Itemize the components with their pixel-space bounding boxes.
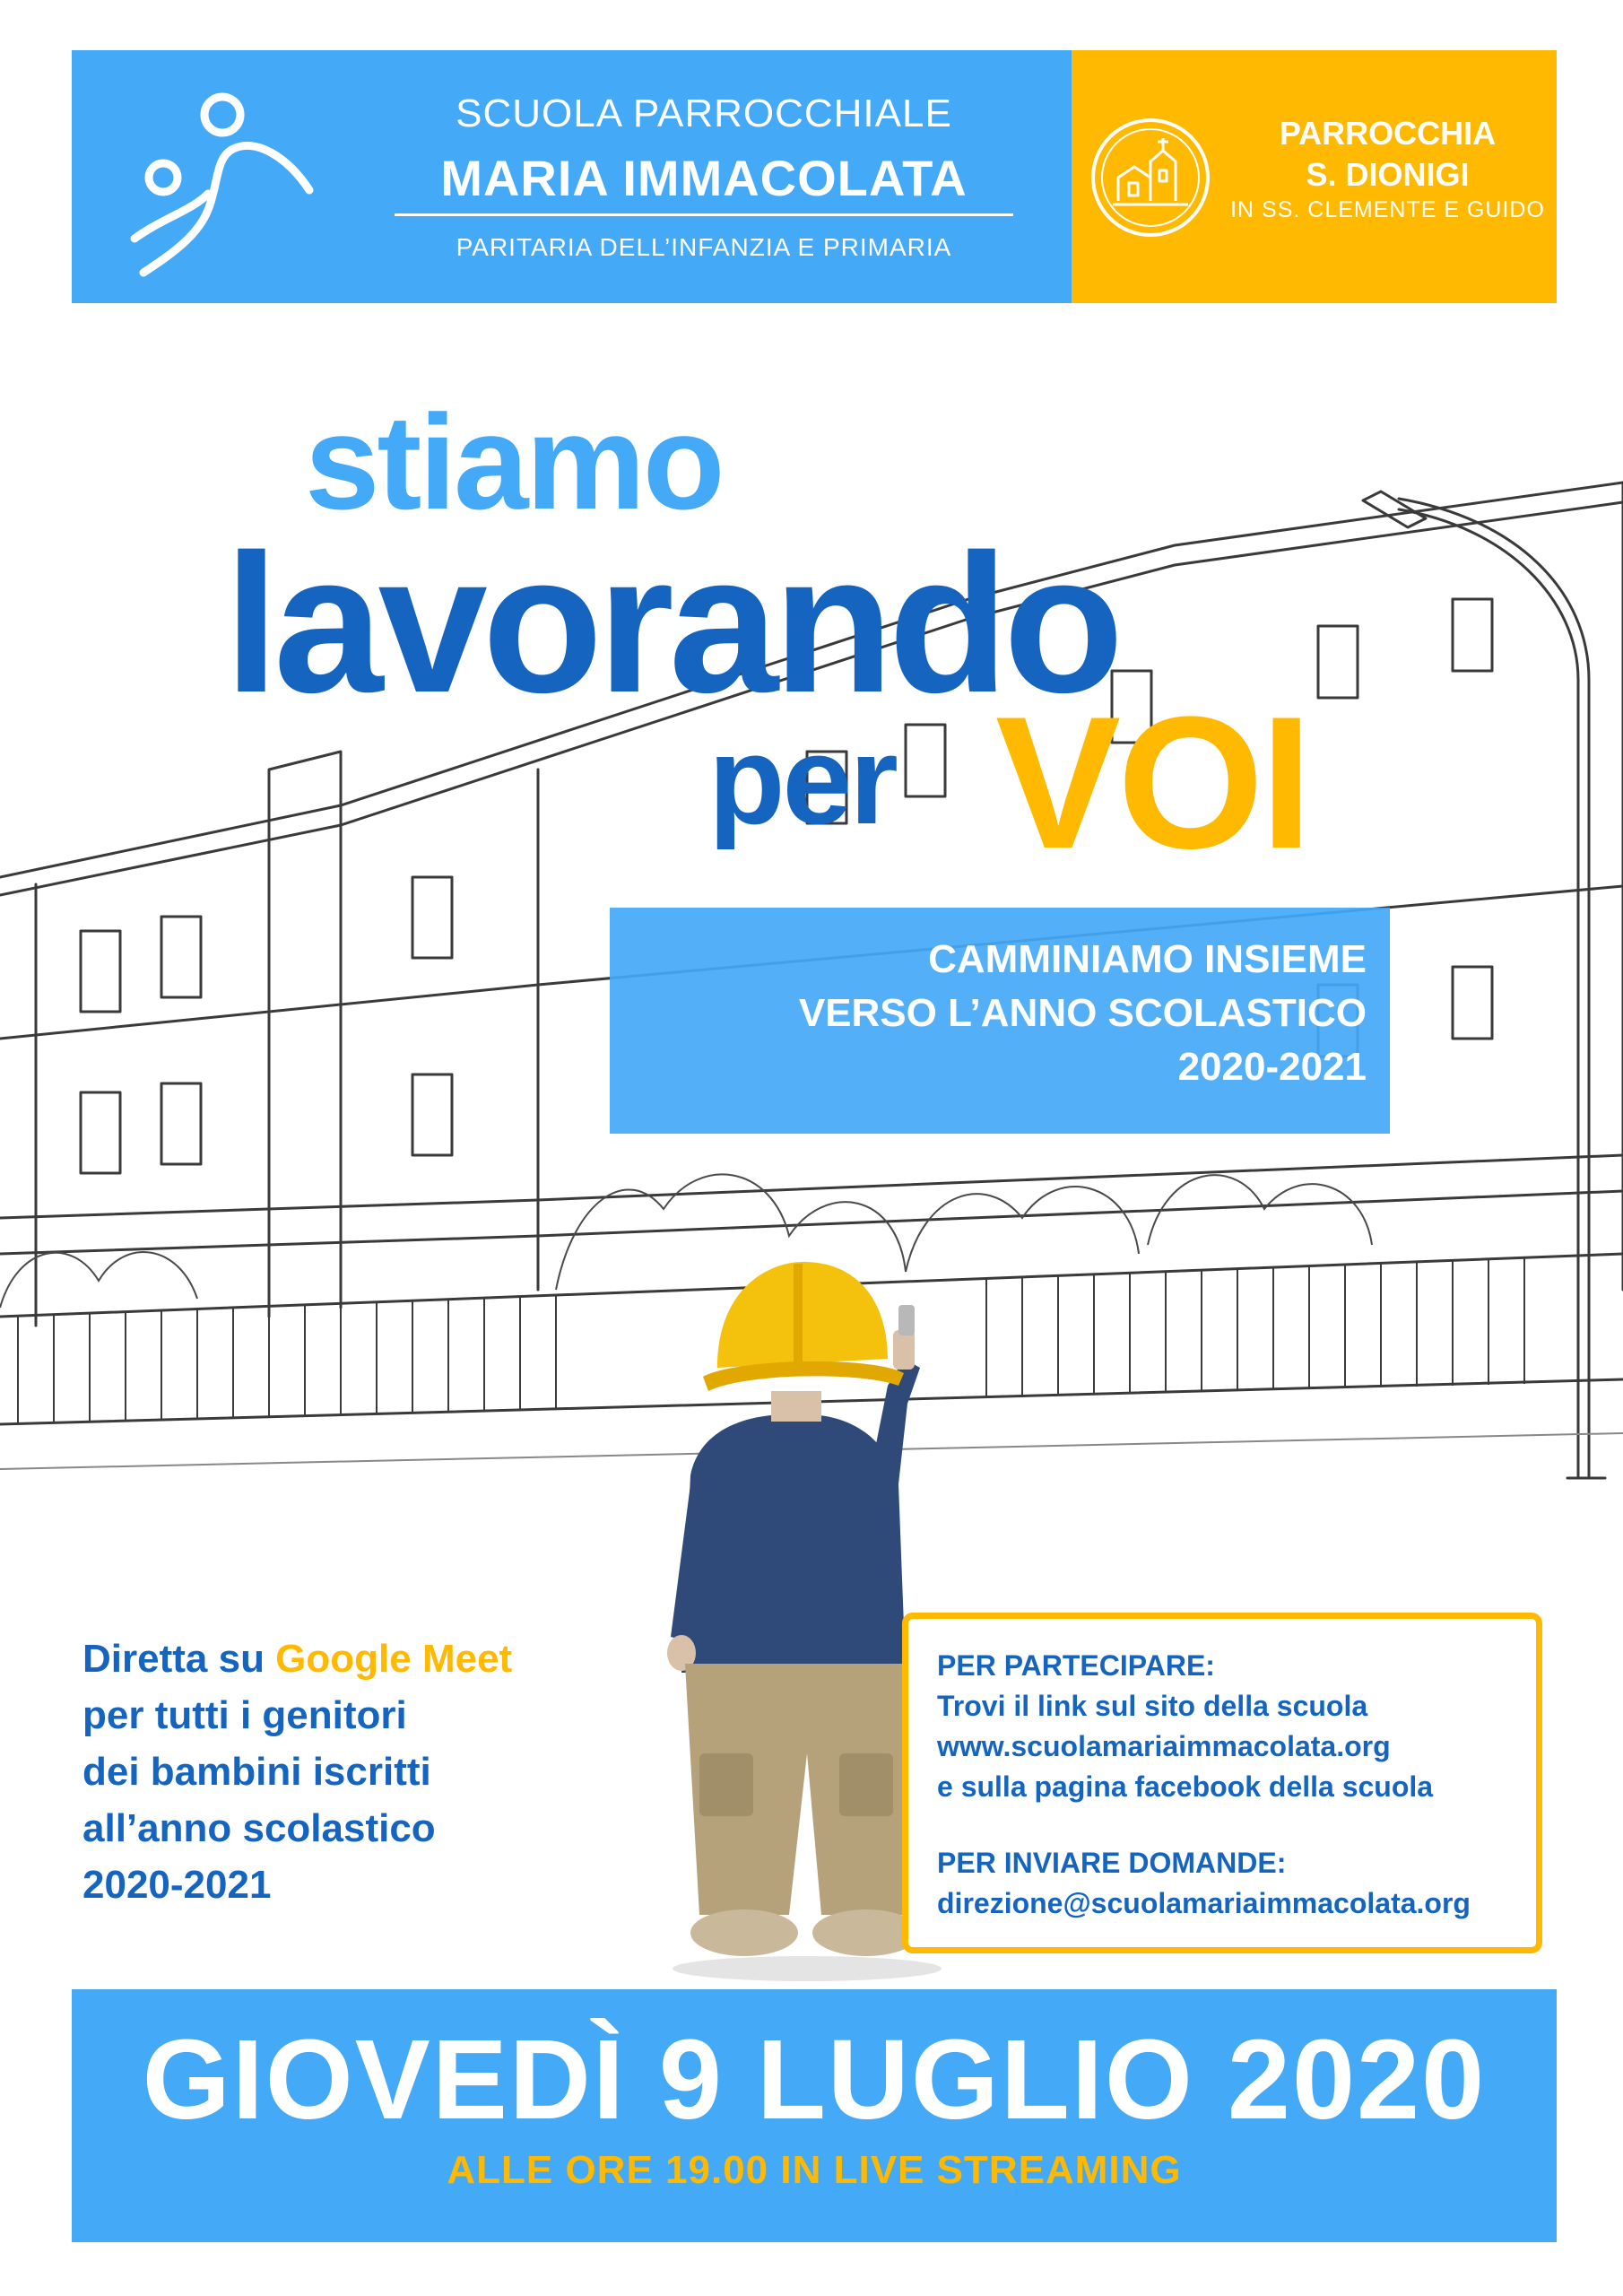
school-logo-icon	[108, 84, 323, 282]
meet-announcement	[82, 1631, 710, 1913]
school-banner	[72, 50, 1072, 303]
google-meet-label: Google Meet	[275, 1637, 513, 1681]
subtitle-line1: CAMMINIAMO INSIEME	[928, 937, 1367, 981]
meet-prefix: Diretta su	[82, 1637, 276, 1681]
parish-name-line3: IN SS. CLEMENTE E GUIDO	[1230, 197, 1545, 222]
participation-info-box	[902, 1613, 1542, 1953]
headline-voi: VOI	[995, 677, 1309, 888]
subtitle-box	[610, 908, 1390, 1134]
headline-lavorando: lavorando	[224, 513, 1119, 734]
meet-line4: all’anno scolastico	[82, 1806, 436, 1850]
parish-seal-icon	[1088, 115, 1213, 240]
meet-line3: dei bambini iscritti	[82, 1750, 431, 1794]
subtitle-line3: 2020-2021	[1177, 1045, 1367, 1089]
info-spacer	[937, 1807, 1515, 1843]
header-divider	[395, 213, 1013, 216]
headline-per: per	[708, 709, 896, 850]
meet-line2: per tutti i genitori	[82, 1693, 407, 1737]
school-website-link[interactable]: www.scuolamariaimmacolata.org	[937, 1730, 1391, 1762]
school-name-line1: SCUOLA PARROCCHIALE	[456, 91, 952, 135]
questions-title: PER INVIARE DOMANDE:	[937, 1847, 1287, 1879]
participate-line3: e sulla pagina facebook della scuola	[937, 1770, 1434, 1803]
school-name-line2: MARIA IMMACOLATA	[440, 150, 968, 206]
event-time: ALLE ORE 19.00 IN LIVE STREAMING	[447, 2147, 1182, 2192]
participate-line1: Trovi il link sul sito della scuola	[937, 1690, 1368, 1722]
parish-name-line2: S. DIONIGI	[1306, 156, 1470, 193]
meet-line1	[82, 1631, 710, 1687]
school-subtitle: PARITARIA DELL’INFANZIA E PRIMARIA	[456, 233, 952, 261]
meet-line5: 2020-2021	[82, 1863, 272, 1907]
event-date: GIOVEDÌ 9 LUGLIO 2020	[142, 2016, 1487, 2143]
parish-name-line1: PARROCCHIA	[1279, 115, 1497, 152]
contact-email-link[interactable]: direzione@scuolamariaimmacolata.org	[937, 1887, 1471, 1919]
participate-title: PER PARTECIPARE:	[937, 1649, 1215, 1682]
headline-stiamo: stiamo	[305, 387, 723, 537]
event-date-banner	[72, 1989, 1557, 2242]
subtitle-line2: VERSO L’ANNO SCOLASTICO	[798, 991, 1367, 1035]
